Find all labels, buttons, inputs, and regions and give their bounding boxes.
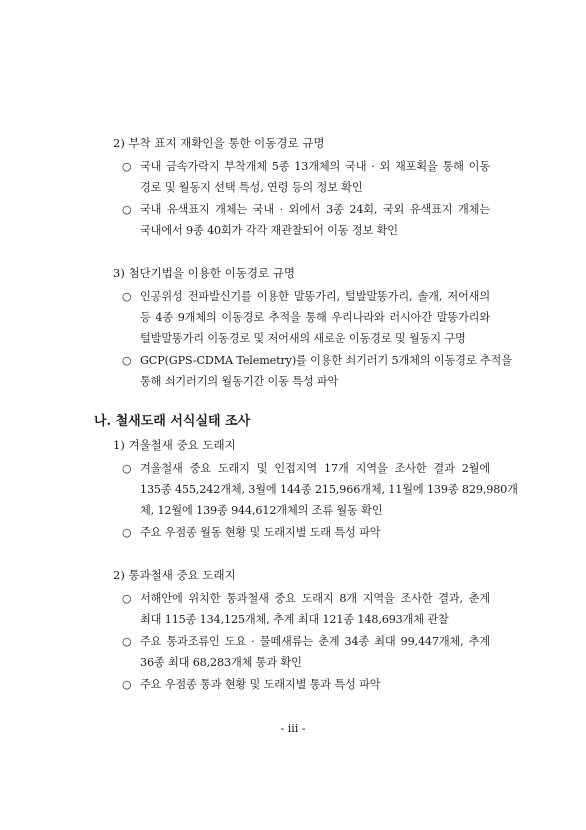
bullet-mark: ○ xyxy=(122,160,132,173)
bullet-mark: ○ xyxy=(122,592,132,605)
bullet-line: 135종 455,242개체, 3월에 144종 215,966개체, 11월에 139종 829,980개 xyxy=(140,483,518,496)
bullet-line: 최대 115종 134,125개체, 추계 최대 121종 148,693개체 관찰 xyxy=(140,613,449,626)
bullet-line: GCP(GPS-CDMA Telemetry)를 이용한 쇠기러기 5개체의 이동경로 추적을 xyxy=(140,354,512,367)
bullet-line: 36종 최대 68,283개체 통과 확인 xyxy=(140,656,302,669)
bullet-line: 주요 통과조류인 도요 · 물떼새류는 춘계 34종 최대 99,447개체, 추계 xyxy=(140,635,490,648)
bullet-mark: ○ xyxy=(122,354,132,367)
bullet-line: 국내 유색표지 개체는 국내 · 외에서 3종 24회, 국외 유색표지 개체는 xyxy=(140,203,490,216)
bullet-line: 국내 금속가락지 부착개체 5종 13개체의 국내 · 외 재포획을 통해 이동 xyxy=(140,160,490,173)
page-number: - iii - xyxy=(280,722,306,735)
bullet-line: 인공위성 전파발신기를 이용한 말똥가리, 털발말똥가리, 솔개, 저어새의 xyxy=(140,290,490,303)
heading-winter-birds: 1) 겨울철새 중요 도래지 xyxy=(113,438,236,452)
bullet-line: 등 4종 9개체의 이동경로 추적을 통해 우리나라와 러시아간 말똥가리와 xyxy=(140,311,490,324)
bullet-line: 털발말똥가리 이동경로 및 저어새의 새로운 이동경로 및 월동지 구명 xyxy=(140,332,466,345)
heading-tag-reconfirmation: 2) 부착 표지 재확인을 통한 이동경로 규명 xyxy=(113,136,325,150)
bullet-mark: ○ xyxy=(122,526,132,539)
bullet-line: 국내에서 9종 40회가 각각 재관찰되어 이동 정보 확인 xyxy=(140,224,398,237)
bullet-line: 체, 12월에 139종 944,612개체의 조류 월동 확인 xyxy=(140,504,383,517)
bullet-mark: ○ xyxy=(122,203,132,216)
bullet-line: 겨울철새 중요 도래지 및 인접지역 17개 지역을 조사한 결과 2월에 xyxy=(140,462,490,475)
bullet-mark: ○ xyxy=(122,678,132,691)
bullet-mark: ○ xyxy=(122,462,132,475)
bullet-line: 주요 우점종 월동 현황 및 도래지별 도래 특성 파악 xyxy=(140,526,381,539)
section-title-migratory-survey: 나. 철새도래 서식실태 조사 xyxy=(94,414,251,429)
bullet-mark: ○ xyxy=(122,290,132,303)
bullet-line: 주요 우점종 통과 현황 및 도래지별 통과 특성 파악 xyxy=(140,678,381,691)
bullet-mark: ○ xyxy=(122,635,132,648)
bullet-line: 경로 및 월동지 선택 특성, 연령 등의 정보 확인 xyxy=(140,181,363,194)
bullet-line: 서해안에 위치한 통과철새 중요 도래지 8개 지역을 조사한 결과, 춘계 xyxy=(140,592,490,605)
heading-advanced-techniques: 3) 첨단기법을 이용한 이동경로 규명 xyxy=(113,266,295,280)
bullet-line: 통해 쇠기러기의 월동기간 이동 특성 파악 xyxy=(140,375,339,388)
heading-passage-birds: 2) 통과철새 중요 도래지 xyxy=(113,568,236,582)
